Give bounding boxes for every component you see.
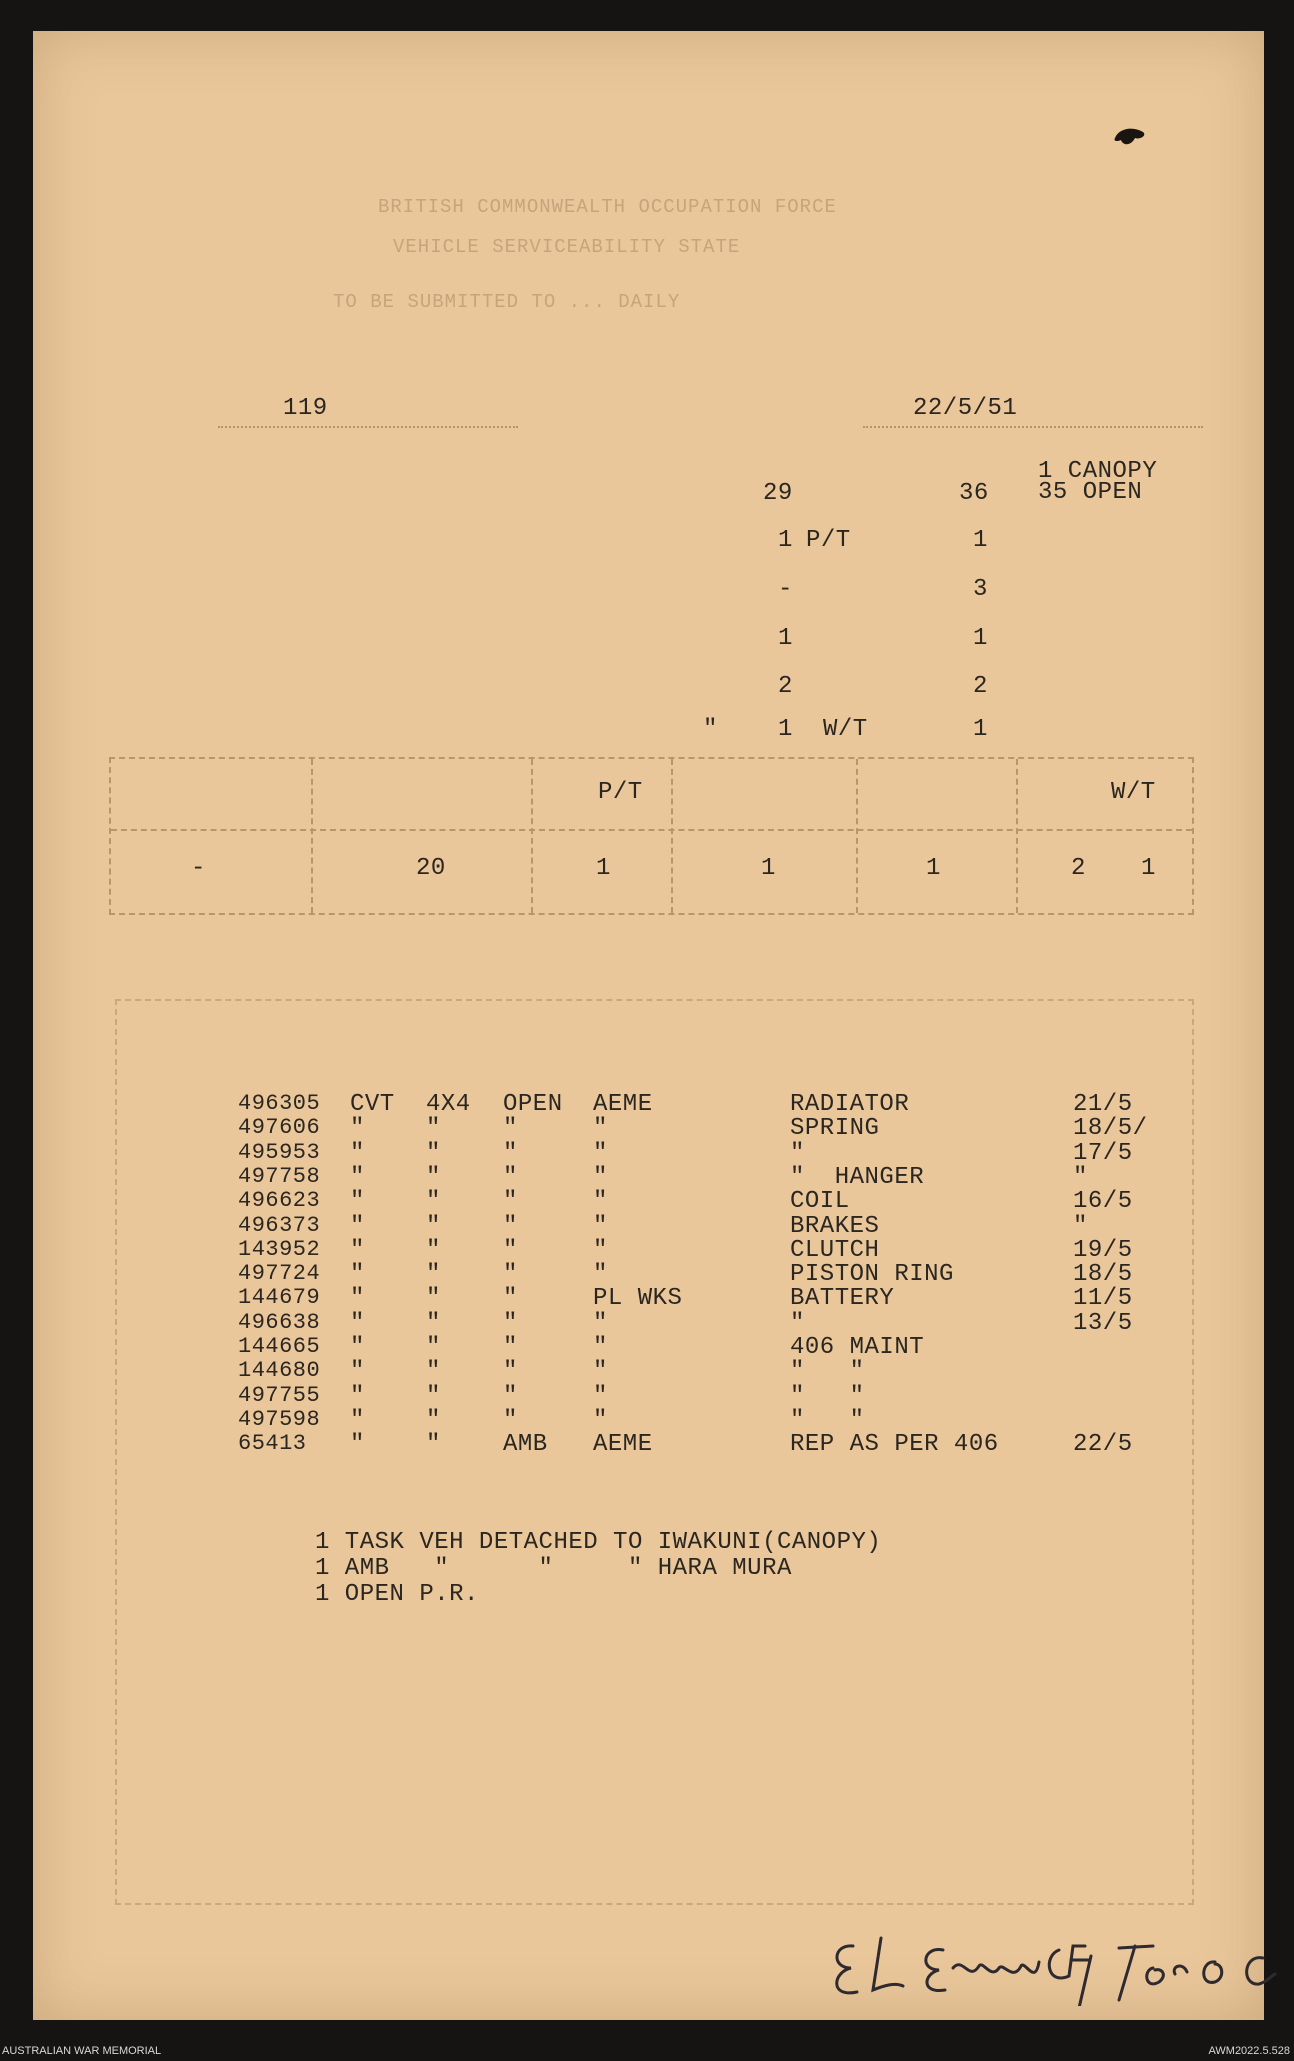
table-header-wt: W/T (1111, 779, 1156, 806)
signature (823, 1916, 1283, 2006)
header-line-3: TO BE SUBMITTED TO ... DAILY (333, 291, 681, 313)
off-road-date: 22/5 (1073, 1431, 1133, 1459)
vehicle-body: " (503, 1406, 518, 1434)
off-road-date: " (1073, 1212, 1088, 1240)
vehicle-type: " (350, 1163, 365, 1191)
summary-est-5: 2 (973, 673, 988, 700)
off-road-date: 18/5/ (1073, 1115, 1148, 1143)
vehicle-drive: " (426, 1139, 441, 1167)
vehicle-type: " (350, 1236, 365, 1264)
table-cell: 1 (761, 855, 776, 882)
footer-right: AWM2022.5.528 (1208, 2045, 1290, 2057)
vehicle-type: " (350, 1188, 365, 1216)
table-cell: 20 (416, 855, 446, 882)
note-line-3: 1 OPEN P.R. (315, 1581, 479, 1608)
vehicle-type: " (350, 1382, 365, 1410)
vehicle-reg-no: 65413 (238, 1431, 307, 1457)
vehicle-body: " (503, 1285, 518, 1313)
vehicle-drive: " (426, 1163, 441, 1191)
vehicle-drive: " (426, 1406, 441, 1434)
vehicle-type: " (350, 1261, 365, 1289)
off-road-date: 11/5 (1073, 1285, 1133, 1313)
vehicle-body: AMB (503, 1431, 548, 1459)
summary-est-3: 3 (973, 576, 988, 603)
vehicle-reg-no: 497724 (238, 1261, 321, 1287)
vehicle-body: " (503, 1139, 518, 1167)
date-rule (863, 426, 1203, 428)
defect-reason: 406 MAINT (790, 1334, 925, 1361)
vehicle-type: " (350, 1406, 365, 1434)
defect-reason: REP AS PER 406 (790, 1431, 999, 1459)
vehicle-type: " (350, 1139, 365, 1167)
vehicle-body: " (503, 1309, 518, 1337)
vehicle-location: " (593, 1406, 608, 1434)
vehicle-drive: " (426, 1115, 441, 1143)
unit-number: 119 (283, 395, 328, 422)
vehicle-reg-no: 144679 (238, 1285, 321, 1311)
header-line-1: BRITISH COMMONWEALTH OCCUPATION FORCE (378, 196, 837, 218)
vehicle-reg-no: 496623 (238, 1188, 321, 1214)
vehicle-body: " (503, 1382, 518, 1410)
table-cell: 2 (1071, 855, 1086, 882)
vehicle-reg-no: 144680 (238, 1358, 321, 1384)
vehicle-type: " (350, 1309, 365, 1337)
vehicle-reg-no: 497606 (238, 1115, 321, 1141)
table-cell: 1 (1141, 855, 1156, 882)
summary-est-2: 1 (973, 527, 988, 554)
table-header-pt: P/T (598, 779, 643, 806)
note-line-1: 1 TASK VEH DETACHED TO IWAKUNI(CANOPY) (315, 1529, 882, 1556)
vehicle-drive: " (426, 1236, 441, 1264)
footer-left: AUSTRALIAN WAR MEMORIAL (2, 2045, 162, 2057)
vehicle-location: " (593, 1334, 608, 1361)
unit-rule (218, 426, 518, 428)
vehicle-location: PL WKS (593, 1285, 683, 1313)
vehicle-location: " (593, 1115, 608, 1143)
summary-held-3: - (778, 576, 793, 603)
vehicle-body: " (503, 1212, 518, 1240)
defect-reason: BATTERY (790, 1285, 895, 1313)
defect-reason: SPRING (790, 1115, 880, 1143)
off-road-date: 21/5 (1073, 1091, 1133, 1118)
status-table (109, 757, 1194, 915)
vehicle-drive: 4X4 (426, 1091, 471, 1118)
vehicle-drive: " (426, 1188, 441, 1216)
note-line-2: 1 AMB " " " HARA MURA (315, 1555, 792, 1582)
summary-held-6: 1 (778, 716, 793, 743)
summary-held-1: 29 (763, 480, 793, 507)
defect-reason: RADIATOR (790, 1091, 910, 1118)
vehicle-reg-no: 496638 (238, 1309, 321, 1335)
vehicle-type: " (350, 1334, 365, 1361)
off-road-date: 18/5 (1073, 1261, 1133, 1289)
summary-est-6: 1 (973, 716, 988, 743)
vehicle-body: OPEN (503, 1091, 563, 1118)
vehicle-type: " (350, 1285, 365, 1313)
vehicle-drive: " (426, 1382, 441, 1410)
vehicle-location: " (593, 1163, 608, 1191)
table-cell: 1 (596, 855, 611, 882)
summary-held-4: 1 (778, 625, 793, 652)
vehicle-location: " (593, 1188, 608, 1216)
vehicle-location: " (593, 1212, 608, 1240)
vehicle-drive: " (426, 1309, 441, 1337)
summary-held-5: 2 (778, 673, 793, 700)
vehicle-drive: " (426, 1431, 441, 1459)
summary-held-2: 1 (778, 527, 793, 554)
vehicle-reg-no: 495953 (238, 1139, 321, 1165)
vehicle-reg-no: 497758 (238, 1163, 321, 1189)
vehicle-type: " (350, 1431, 365, 1459)
defect-reason: CLUTCH (790, 1236, 880, 1264)
vehicle-location: AEME (593, 1431, 653, 1459)
vehicle-body: " (503, 1163, 518, 1191)
vehicle-reg-no: 497598 (238, 1406, 321, 1432)
off-road-date: " (1073, 1163, 1088, 1191)
summary-ditto-6: " (703, 716, 718, 743)
vehicle-location: " (593, 1358, 608, 1386)
off-road-date: 13/5 (1073, 1309, 1133, 1337)
vehicle-type: " (350, 1358, 365, 1386)
vehicle-drive: " (426, 1212, 441, 1240)
defect-reason: " (790, 1139, 805, 1167)
vehicle-drive: " (426, 1358, 441, 1386)
defect-reason: " " (790, 1406, 865, 1434)
defect-reason: " HANGER (790, 1163, 925, 1191)
vehicle-body: " (503, 1334, 518, 1361)
vehicle-reg-no: 496305 (238, 1091, 321, 1116)
header-line-2: VEHICLE SERVICEABILITY STATE (393, 236, 741, 258)
vehicle-reg-no: 497755 (238, 1382, 321, 1408)
defect-reason: BRAKES (790, 1212, 880, 1240)
defect-reason: PISTON RING (790, 1261, 954, 1289)
summary-est-1: 36 (959, 480, 989, 507)
off-road-date: 16/5 (1073, 1188, 1133, 1216)
table-cell: 1 (926, 855, 941, 882)
vehicle-location: " (593, 1309, 608, 1337)
report-date: 22/5/51 (913, 395, 1018, 422)
vehicle-type: " (350, 1115, 365, 1143)
off-road-date: 17/5 (1073, 1139, 1133, 1167)
vehicle-type: " (350, 1212, 365, 1240)
defect-reason: " " (790, 1358, 865, 1386)
vehicle-body: " (503, 1115, 518, 1143)
vehicle-drive: " (426, 1285, 441, 1313)
vehicle-type: CVT (350, 1091, 395, 1118)
summary-note-1: 1 CANOPY 35 OPEN (1038, 458, 1158, 506)
defect-reason: " " (790, 1382, 865, 1410)
summary-est-4: 1 (973, 625, 988, 652)
vehicle-drive: " (426, 1334, 441, 1361)
vehicle-reg-no: 144665 (238, 1334, 321, 1359)
ink-blot-mark (1113, 126, 1147, 148)
vehicle-body: " (503, 1261, 518, 1289)
vehicle-body: " (503, 1188, 518, 1216)
vehicle-drive: " (426, 1261, 441, 1289)
vehicle-body: " (503, 1358, 518, 1386)
vehicle-reg-no: 143952 (238, 1236, 321, 1262)
vehicle-location: " (593, 1139, 608, 1167)
document-sheet (33, 31, 1264, 2020)
defect-reason: " (790, 1309, 805, 1337)
off-road-date: 19/5 (1073, 1236, 1133, 1264)
summary-type-2: P/T (806, 527, 851, 554)
summary-type-6: W/T (823, 716, 868, 743)
vehicle-location: AEME (593, 1091, 653, 1118)
vehicle-location: " (593, 1261, 608, 1289)
vehicle-reg-no: 496373 (238, 1212, 321, 1238)
defect-reason: COIL (790, 1188, 850, 1216)
vehicle-location: " (593, 1236, 608, 1264)
vehicle-body: " (503, 1236, 518, 1264)
table-cell: - (191, 855, 206, 882)
vehicle-location: " (593, 1382, 608, 1410)
